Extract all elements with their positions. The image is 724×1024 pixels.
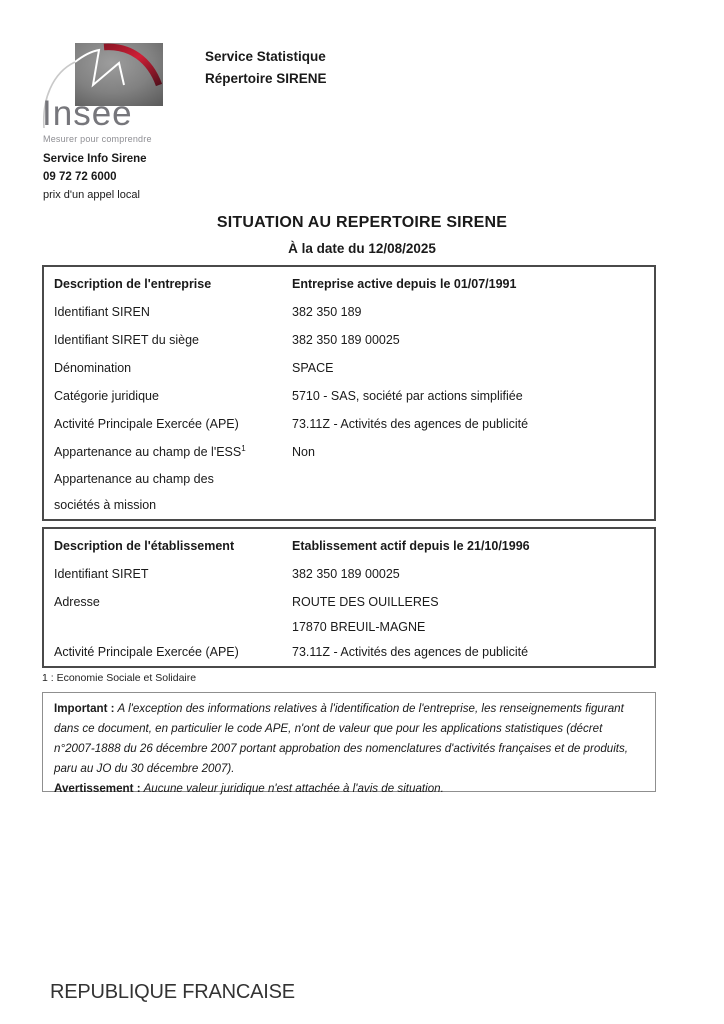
- row-value: [292, 588, 644, 638]
- table-row: [44, 410, 654, 438]
- footnote-marker: 1: [241, 443, 246, 453]
- row-label: Appartenance au champ de l'ESS$^1$: [54, 443, 246, 459]
- establishment-table: [42, 527, 656, 668]
- contact-phone-number: 09 72 72 6000: [43, 171, 117, 183]
- footnote-ess: 1 : Economie Sociale et Solidaire: [42, 672, 197, 684]
- warning-label: Avertissement :: [54, 782, 141, 795]
- table-row: [44, 354, 654, 382]
- legal-notice-box: [42, 692, 656, 795]
- enterprise-table-header: [44, 270, 654, 298]
- row-label: Identifiant SIRET du siège: [54, 333, 199, 347]
- contact-phone-note: prix d'un appel local: [43, 189, 140, 201]
- row-value: 73.11Z - Activités des agences de publicité: [292, 417, 529, 431]
- republique-francaise-footer: REPUBLIQUE FRANCAISE: [50, 981, 295, 1003]
- page-subtitle-date: À la date du 12/08/2025: [288, 241, 436, 256]
- row-value: 73.11Z - Activités des agences de publicité: [292, 645, 529, 659]
- row-value: [292, 466, 644, 518]
- address-line-2: 17870 BREUIL-MAGNE: [292, 620, 426, 634]
- important-label: Important :: [54, 702, 115, 715]
- table-row: [44, 466, 654, 518]
- warning-text: Aucune valeur juridique n'est attachée à l'avis de situation.: [143, 782, 444, 795]
- warning-paragraph: [54, 779, 644, 799]
- table-row: [44, 382, 654, 410]
- row-label: Appartenance au champ des sociétés à mission: [54, 472, 214, 512]
- important-text: A l'exception des informations relatives à l'identification de l'entreprise, les renseignements figurant dans ce document, en particulier le code APE, n'ont de valeur que pour les applications statistiques (décret n°2007-1888 du 26 décembre 2007 portant approbation des nomenclatures d'activités françaises et de produits, paru au JO du 30 décembre 2007).: [54, 702, 629, 775]
- establishment-header-label: Description de l'établissement: [54, 539, 235, 553]
- contact-service-name: Service Info Sirene: [43, 153, 147, 165]
- insee-logo-wordmark: Insee: [42, 94, 133, 133]
- row-label: Adresse: [54, 595, 100, 609]
- enterprise-header-label: Description de l'entreprise: [54, 277, 212, 291]
- table-row: [44, 588, 654, 638]
- table-row: [44, 560, 654, 588]
- row-label: Dénomination: [54, 361, 132, 375]
- row-value: 5710 - SAS, société par actions simplifiée: [292, 389, 523, 403]
- enterprise-header-status: Entreprise active depuis le 01/07/1991: [292, 277, 517, 291]
- enterprise-table: [42, 265, 656, 521]
- important-paragraph: [54, 699, 644, 779]
- row-label: Activité Principale Exercée (APE): [54, 645, 239, 659]
- row-label: Identifiant SIRET: [54, 567, 149, 581]
- row-value: 382 350 189: [292, 305, 362, 319]
- establishment-header-status: Etablissement actif depuis le 21/10/1996: [292, 539, 530, 553]
- address-line-1: ROUTE DES OUILLERES: [292, 595, 439, 609]
- table-row: [44, 438, 654, 466]
- row-value: SPACE: [292, 361, 334, 375]
- row-value: Non: [292, 445, 315, 459]
- row-value: 382 350 189 00025: [292, 333, 400, 347]
- row-label: Activité Principale Exercée (APE): [54, 417, 239, 431]
- page-title: SITUATION AU REPERTOIRE SIRENE: [216, 214, 508, 231]
- row-label: Catégorie juridique: [54, 389, 159, 403]
- header-service-statistique: Service Statistique: [205, 49, 326, 64]
- row-label: Identifiant SIREN: [54, 305, 150, 319]
- row-value: 382 350 189 00025: [292, 567, 400, 581]
- table-row: [44, 326, 654, 354]
- insee-logo-tagline: Mesurer pour comprendre: [43, 134, 152, 144]
- table-row: [44, 638, 654, 666]
- establishment-table-header: [44, 532, 654, 560]
- table-row: [44, 298, 654, 326]
- header-repertoire-sirene: Répertoire SIRENE: [205, 71, 327, 86]
